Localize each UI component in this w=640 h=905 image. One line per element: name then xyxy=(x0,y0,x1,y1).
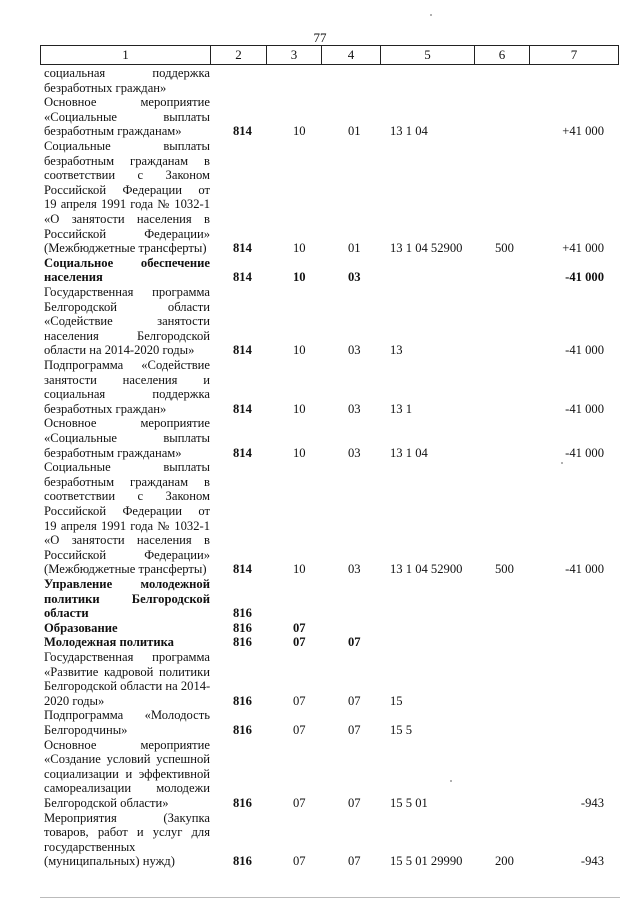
description-line: населения Белгородской xyxy=(44,328,210,343)
description-line: Российской Федерации» xyxy=(44,226,210,241)
description-line: Белгородчины» xyxy=(44,722,128,737)
cell-c6: 200 xyxy=(495,854,514,869)
cell-c5: 15 5 01 xyxy=(390,795,428,810)
row-description xyxy=(44,256,210,285)
cell-c4: 03 xyxy=(348,562,361,577)
description-line: безработным гражданам» xyxy=(44,124,182,139)
column-header-7: 7 xyxy=(570,47,578,62)
cell-c5: 15 5 01 29990 xyxy=(390,854,463,869)
description-line: (Межбюджетные трансферты) xyxy=(44,241,207,256)
table-row xyxy=(0,635,640,650)
description-line: Основное мероприятие xyxy=(44,95,210,110)
description-line: населения xyxy=(44,270,103,285)
description-line: Социальные выплаты xyxy=(44,139,210,153)
row-description xyxy=(44,416,210,460)
description-line: социальная поддержка xyxy=(44,66,210,80)
table-row xyxy=(0,811,640,869)
cell-c2: 816 xyxy=(233,795,252,810)
cell-c3: 10 xyxy=(293,270,306,285)
cell-c2: 816 xyxy=(233,606,252,621)
cell-c2: 814 xyxy=(233,124,252,139)
cell-c3: 07 xyxy=(293,693,306,708)
cell-c2: 816 xyxy=(233,722,252,737)
description-line: «Создание условий успешной xyxy=(44,752,210,767)
row-description xyxy=(44,95,210,139)
table-row xyxy=(0,416,640,460)
column-header-4: 4 xyxy=(322,46,381,64)
cell-c5: 15 5 xyxy=(390,722,413,737)
row-description xyxy=(44,621,210,636)
row-description xyxy=(44,811,210,869)
description-line: безработным гражданам в xyxy=(44,474,210,489)
description-line: социализации и эффективной xyxy=(44,766,210,781)
cell-c4: 07 xyxy=(348,693,361,708)
cell-c6: 500 xyxy=(495,562,514,577)
description-line: политики Белгородской xyxy=(44,591,210,606)
cell-c3: 07 xyxy=(293,620,306,635)
cell-c3: 07 xyxy=(293,795,306,810)
description-line: Подпрограмма «Содействие xyxy=(44,358,210,372)
page-bottom-edge xyxy=(40,897,620,898)
cell-c5: 13 1 04 52900 xyxy=(390,562,463,577)
cell-c6: 500 xyxy=(495,241,514,256)
row-description xyxy=(44,650,210,708)
description-line: Белгородской области xyxy=(44,299,210,314)
cell-c5: 13 xyxy=(390,343,403,358)
cell-c2: 816 xyxy=(233,693,252,708)
description-line: Основное мероприятие xyxy=(44,416,210,431)
description-line: Государственная программа xyxy=(44,650,210,664)
column-header-2: 2 xyxy=(211,46,267,64)
row-description xyxy=(44,66,210,95)
cell-c5: 13 1 04 52900 xyxy=(390,241,463,256)
row-description xyxy=(44,738,210,811)
description-line: Основное мероприятие xyxy=(44,737,210,752)
column-header-5: 5 xyxy=(381,46,475,64)
description-line: Российской Федерации от xyxy=(44,182,210,197)
description-line: Подпрограмма «Молодость xyxy=(44,708,210,723)
description-line: 19 апреля 1991 года № 1032-1 xyxy=(44,518,210,533)
row-description xyxy=(44,635,210,650)
row-description xyxy=(44,285,210,358)
table-row xyxy=(0,708,640,737)
table-row xyxy=(0,460,640,577)
description-line: занятости населения и xyxy=(44,372,210,387)
description-line: области на 2014-2020 годы» xyxy=(44,343,195,358)
cell-c3: 07 xyxy=(293,635,306,650)
table-row xyxy=(0,285,640,358)
cell-c4: 01 xyxy=(348,241,361,256)
cell-c4: 03 xyxy=(348,343,361,358)
description-line: «Развитие кадровой политики xyxy=(44,664,210,679)
cell-c2: 814 xyxy=(233,401,252,416)
cell-c4: 07 xyxy=(348,795,361,810)
description-line: Социальное обеспечение xyxy=(44,255,210,270)
cell-c3: 10 xyxy=(293,401,306,416)
cell-c4: 07 xyxy=(348,722,361,737)
cell-c3: 10 xyxy=(293,124,306,139)
scan-mark xyxy=(561,462,563,464)
cell-c7: -943 xyxy=(580,854,604,869)
row-description xyxy=(44,460,210,577)
cell-c2: 816 xyxy=(233,620,252,635)
cell-c5: 13 1 xyxy=(390,401,413,416)
cell-c7: -41 000 xyxy=(565,445,604,460)
table-header xyxy=(40,45,619,65)
description-line: Белгородской области на 2014- xyxy=(44,679,211,694)
cell-c4: 03 xyxy=(348,270,361,285)
description-line: самореализации молодежи xyxy=(44,781,210,796)
table-row xyxy=(0,650,640,708)
column-header-6: 6 xyxy=(475,46,530,64)
description-line: Российской Федерации» xyxy=(44,547,210,562)
description-line: Социальные выплаты xyxy=(44,460,210,475)
table-row xyxy=(0,577,640,621)
cell-c7: -943 xyxy=(580,795,604,810)
cell-c5: 15 xyxy=(390,693,403,708)
table-row xyxy=(0,256,640,285)
cell-c7: +41 000 xyxy=(562,124,604,139)
table-row xyxy=(0,621,640,636)
cell-c4: 03 xyxy=(348,445,361,460)
cell-c2: 814 xyxy=(233,270,252,285)
column-header-3: 3 xyxy=(267,46,322,64)
cell-c5: 13 1 04 xyxy=(390,124,428,139)
cell-c2: 816 xyxy=(233,635,252,650)
description-line: соответствии с Законом xyxy=(44,168,210,183)
description-line: «О занятости населения в xyxy=(44,211,210,226)
table-row xyxy=(0,95,640,139)
description-line: «О занятости населения в xyxy=(44,533,210,548)
cell-c2: 816 xyxy=(233,854,252,869)
cell-c3: 07 xyxy=(293,722,306,737)
description-line: области xyxy=(44,606,89,621)
description-line: «Социальные выплаты xyxy=(44,430,210,445)
cell-c2: 814 xyxy=(233,241,252,256)
cell-c3: 10 xyxy=(293,445,306,460)
cell-c3: 10 xyxy=(293,241,306,256)
cell-c7: +41 000 xyxy=(562,241,604,256)
cell-c2: 814 xyxy=(233,343,252,358)
description-line: (Межбюджетные трансферты) xyxy=(44,562,207,577)
description-line: «Социальные выплаты xyxy=(44,109,210,124)
description-line: безработных граждан» xyxy=(44,401,167,416)
cell-c3: 10 xyxy=(293,562,306,577)
row-description xyxy=(44,358,210,416)
description-line: соответствии с Законом xyxy=(44,489,210,504)
description-line: Белгородской области» xyxy=(44,795,169,810)
table-row xyxy=(0,358,640,416)
description-line: социальная поддержка xyxy=(44,387,210,402)
cell-c4: 07 xyxy=(348,635,361,650)
page-number: 77 xyxy=(313,30,327,45)
cell-c7: -41 000 xyxy=(565,343,604,358)
table-row xyxy=(0,738,640,811)
cell-c2: 814 xyxy=(233,562,252,577)
cell-c3: 10 xyxy=(293,343,306,358)
cell-c7: -41 000 xyxy=(565,562,604,577)
description-line: государственных xyxy=(44,839,136,854)
description-line: безработных граждан» xyxy=(44,80,167,95)
description-line: Управление молодежной xyxy=(44,577,210,591)
description-line: Государственная программа xyxy=(44,285,210,299)
table-row xyxy=(0,139,640,256)
cell-c7: -41 000 xyxy=(565,270,604,285)
scan-mark xyxy=(430,14,432,16)
cell-c3: 07 xyxy=(293,854,306,869)
description-line: безработным гражданам» xyxy=(44,445,182,460)
column-header-1: 1 xyxy=(41,46,211,64)
cell-c5: 13 1 04 xyxy=(390,445,428,460)
cell-c4: 01 xyxy=(348,124,361,139)
description-line: «Содействие занятости xyxy=(44,314,210,329)
cell-c4: 03 xyxy=(348,401,361,416)
cell-c4: 07 xyxy=(348,854,361,869)
description-line: Мероприятия (Закупка xyxy=(44,810,210,825)
cell-c7: -41 000 xyxy=(565,401,604,416)
description-line: Молодежная политика xyxy=(44,635,174,650)
description-line: Образование xyxy=(44,620,118,635)
description-line: безработным гражданам в xyxy=(44,153,210,168)
row-description xyxy=(44,577,210,621)
description-line: 2020 годы» xyxy=(44,693,105,708)
scan-mark xyxy=(450,780,452,782)
table-row xyxy=(0,66,640,95)
description-line: товаров, работ и услуг для xyxy=(44,825,210,840)
cell-c2: 814 xyxy=(233,445,252,460)
description-line: 19 апреля 1991 года № 1032-1 xyxy=(44,197,210,212)
row-description xyxy=(44,708,210,737)
description-line: Российской Федерации от xyxy=(44,503,210,518)
description-line: (муниципальных) нужд) xyxy=(44,854,175,869)
row-description xyxy=(44,139,210,256)
